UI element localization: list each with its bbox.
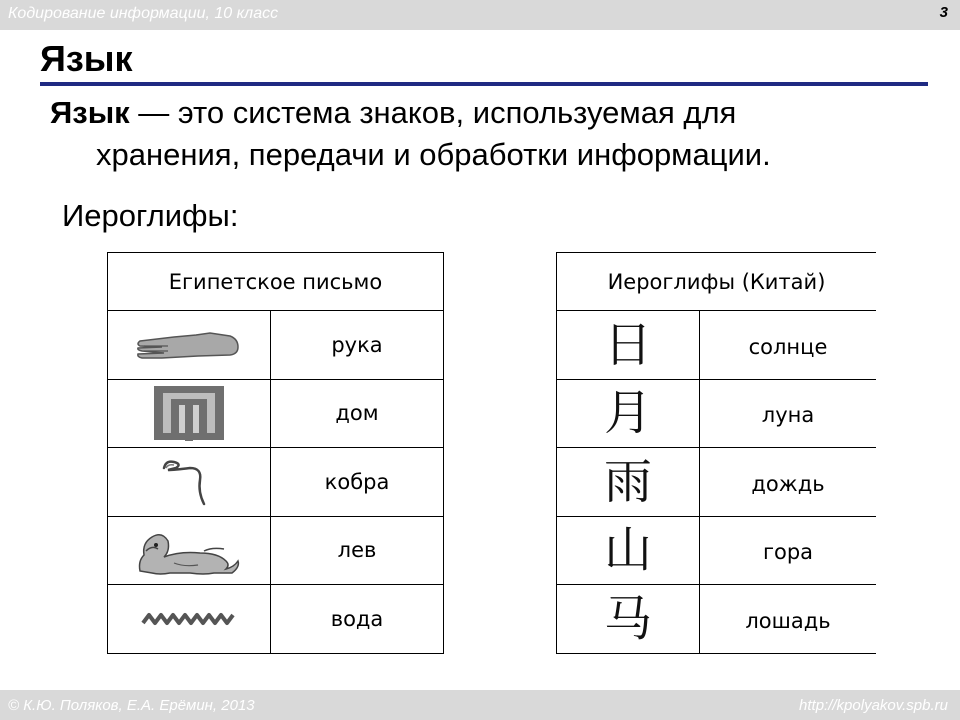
egypt-table — [107, 252, 444, 654]
definition-term: Язык — [50, 95, 130, 130]
egypt-table-header: Египетское письмо — [108, 253, 443, 311]
sun-glyph — [557, 311, 700, 379]
china-word: лошадь — [745, 609, 831, 634]
han-character: 月 — [603, 385, 652, 442]
egypt-word: дом — [335, 401, 379, 426]
table-row — [108, 311, 443, 380]
table-row — [557, 311, 876, 380]
course-title: Кодирование информации, 10 класс — [8, 5, 279, 22]
definition-line2: хранения, передачи и обработки информации. — [96, 137, 771, 172]
lion-glyph-icon — [108, 517, 271, 585]
title-underline — [40, 82, 928, 86]
egypt-word: рука — [331, 332, 383, 357]
table-row — [108, 448, 443, 517]
footer-site-link[interactable]: http://kpolyakov.spb.ru — [799, 697, 948, 714]
china-word: дождь — [751, 471, 825, 496]
definition-line1: — это система знаков, используемая для — [129, 95, 737, 130]
definition-text — [50, 92, 930, 176]
horse-glyph — [557, 585, 700, 654]
han-character: 山 — [603, 522, 652, 579]
table-row — [557, 585, 876, 654]
page-number: 3 — [939, 4, 948, 21]
table-row — [557, 517, 876, 586]
table-row — [108, 585, 443, 654]
house-glyph-icon — [108, 380, 271, 448]
rain-glyph — [557, 448, 700, 516]
water-glyph-icon — [108, 585, 271, 654]
cobra-glyph-icon — [108, 448, 271, 516]
header-bar — [0, 0, 960, 30]
china-word: луна — [761, 403, 815, 428]
hieroglyphs-heading: Иероглифы: — [62, 198, 239, 233]
footer-credits: © К.Ю. Поляков, Е.А. Ерёмин, 2013 — [8, 697, 255, 714]
footer-bar — [0, 690, 960, 720]
table-row — [108, 380, 443, 449]
moon-glyph — [557, 380, 700, 448]
china-word: солнце — [748, 334, 828, 359]
china-word: гора — [762, 540, 814, 565]
slide-title: Язык — [40, 38, 133, 79]
egypt-word: кобра — [324, 469, 390, 494]
han-character: 雨 — [603, 453, 652, 510]
egypt-word: лев — [337, 538, 377, 563]
han-character: 马 — [603, 591, 652, 648]
egypt-word: вода — [330, 607, 384, 632]
table-row — [557, 380, 876, 449]
hand-glyph-icon — [108, 311, 271, 379]
table-row — [108, 517, 443, 586]
mountain-glyph — [557, 517, 700, 585]
han-character: 日 — [603, 316, 652, 373]
table-row — [557, 448, 876, 517]
china-table — [556, 252, 876, 654]
china-table-header: Иероглифы (Китай) — [557, 253, 876, 311]
